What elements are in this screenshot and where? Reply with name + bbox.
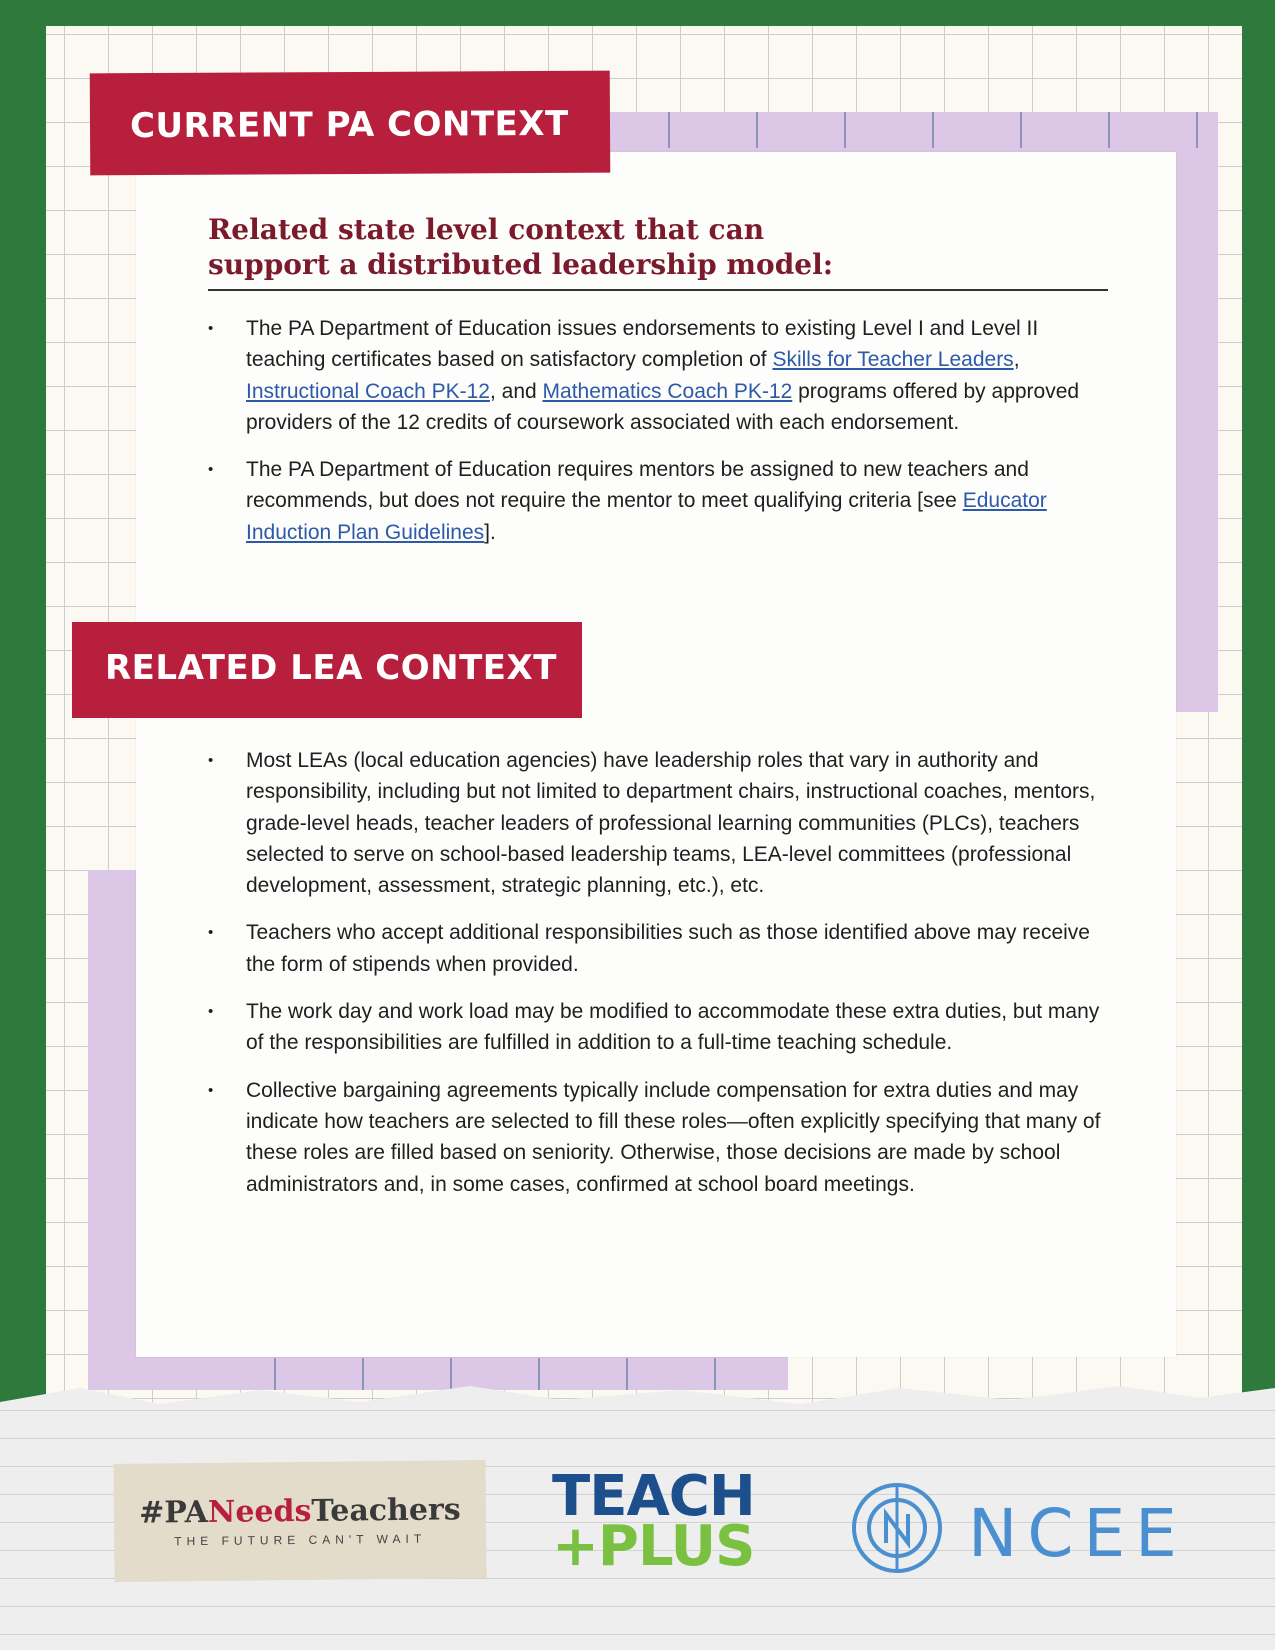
bullet-text: The PA Department of Education requires mentors be assigned to new teachers and recommends, but does not require the mentor to meet qualifying criteria [see [246, 458, 1029, 513]
hashtag-suffix: Teachers [311, 1492, 461, 1529]
related-lea-context-banner: RELATED LEA CONTEXT [72, 622, 582, 718]
bullet-text: , and [489, 379, 543, 403]
list-item: • Collective bargaining agreements typically include compensation for extra duties and may indicate how teachers are selected to fill these roles—often explicitly specifying that many of these roles are filled based on seniority. Otherwise, those decisions are made by school administrators and, in some cases, confirmed at school board meetings. [208, 1075, 1116, 1200]
bullet-text: programs offered by approved providers of the 12 credits of coursework associated with each endorsement. [246, 379, 1080, 434]
tagline: THE FUTURE CAN'T WAIT [174, 1531, 427, 1549]
bullet-text: ]. [484, 520, 496, 544]
teach-plus-logo [552, 1464, 798, 1580]
lilac-tick-marks-top [668, 112, 1218, 148]
ncee-logo [850, 1475, 1187, 1575]
hashtag-text [114, 1492, 486, 1531]
heading-line-2: support a distributed leadership model: [208, 248, 834, 281]
heading-divider [208, 289, 1108, 291]
instructional-coach-link[interactable]: Instructional Coach PK-12 [246, 379, 490, 403]
bullet-text: , [1013, 348, 1020, 372]
list-item [208, 454, 1116, 548]
current-pa-context-banner: CURRENT PA CONTEXT [90, 71, 611, 176]
lilac-tick-marks-bottom [274, 1358, 794, 1390]
pa-needs-teachers-logo [113, 1460, 486, 1582]
teach-plus-plus-text: +PLUS [552, 1514, 755, 1579]
list-item: • The work day and work load may be modified to accommodate these extra duties, but many of the responsibilities are fulfilled in addition to a full-time teaching schedule. [208, 996, 1116, 1059]
heading-line-1: Related state level context that can [208, 213, 765, 246]
hashtag-needs: Needs [207, 1493, 312, 1530]
list-item: • Most LEAs (local education agencies) have leadership roles that vary in authority and responsibility, including but not limited to department chairs, instructional coaches, mentors, grade-level heads, teacher leaders of professional learning communities (PLCs), teachers selected to serve on school-based leadership teams, LEA-level committees (professional development, assessment, strategic planning, etc.), etc. [208, 745, 1116, 901]
bullet-text: The PA Department of Education issues endorsements to existing Level I and Level II teaching certificates based on satisfactory completion of [246, 317, 1039, 372]
pa-context-list [208, 313, 1116, 564]
ncee-wordmark: NCEE [968, 1495, 1187, 1572]
teach-plus-teach-text: TEACH [552, 1464, 755, 1529]
hashtag-prefix: #PA [138, 1494, 209, 1531]
list-item [208, 313, 1116, 438]
educator-induction-plan-link[interactable]: Educator Induction Plan Guidelines [246, 489, 1047, 544]
ncee-emblem-icon [850, 1481, 944, 1575]
mathematics-coach-link[interactable]: Mathematics Coach PK-12 [542, 379, 793, 403]
state-context-heading [208, 212, 1108, 282]
skills-for-teacher-leaders-link[interactable]: Skills for Teacher Leaders [772, 348, 1014, 372]
lea-context-list [208, 745, 1116, 1216]
list-item: • Teachers who accept additional responsibilities such as those identified above may receive the form of stipends when provided. [208, 917, 1116, 980]
